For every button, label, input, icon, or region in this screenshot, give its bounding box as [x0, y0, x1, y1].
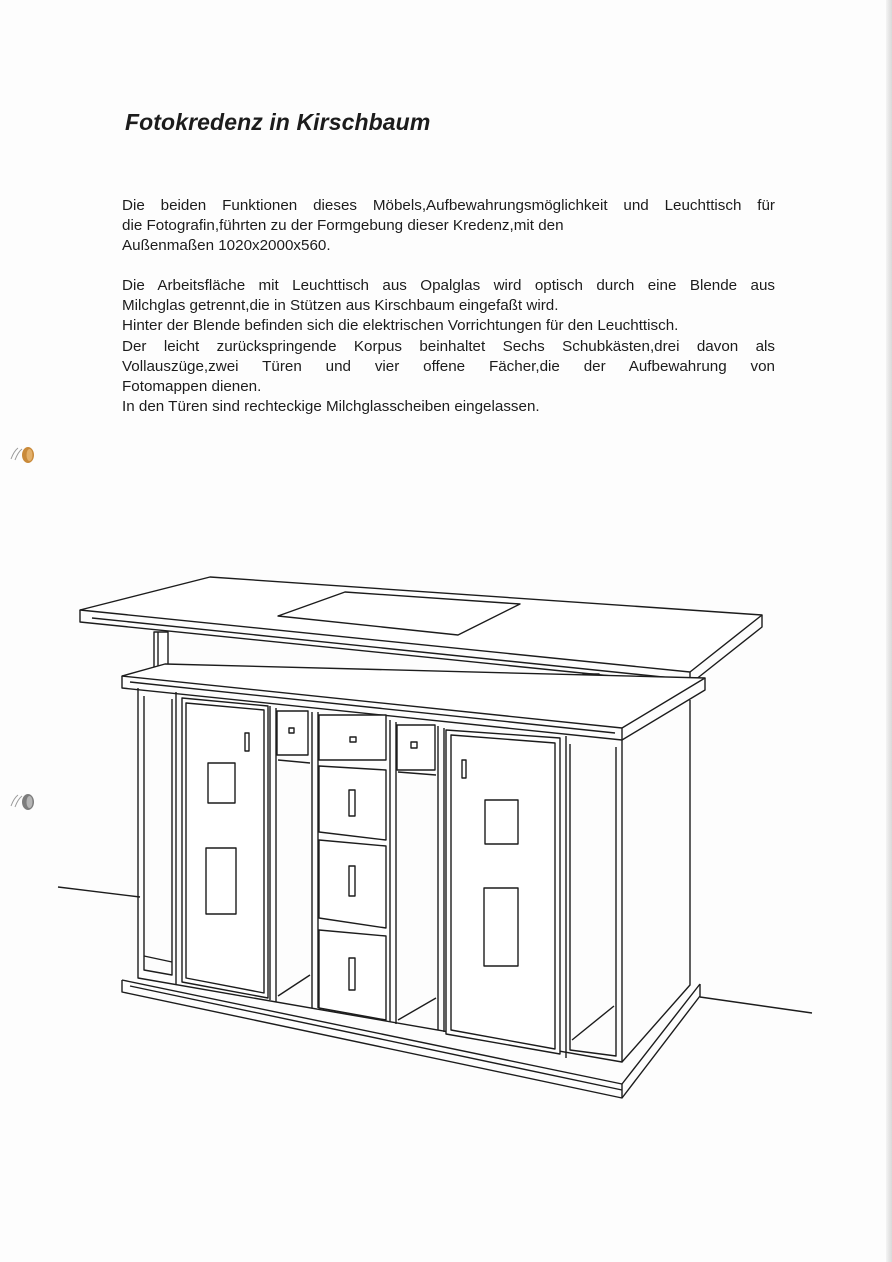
- right-door: [446, 730, 560, 1054]
- paragraph-line: Die Arbeitsfläche mit Leuchttisch aus Opalglas wird optisch durch eine Blende aus: [122, 277, 775, 294]
- full-extension-drawers: [319, 766, 386, 1020]
- paragraph-line: Fotomappen dienen.: [122, 378, 262, 396]
- plinth: [122, 980, 700, 1098]
- paragraph-line: Der leicht zurückspringende Korpus beinhaltet Sechs Schubkästen,drei davon als: [122, 337, 775, 355]
- paragraph-description: [122, 276, 775, 417]
- paragraph-line: Außenmaßen 1020x2000x560.: [122, 237, 331, 255]
- paragraph-line: Milchglas getrennt,die in Stützen aus Kirschbaum eingefaßt wird.: [122, 297, 559, 315]
- paragraph-line: Vollauszüge,zwei Türen und vier offene Fächer,die der Aufbewahrung von: [122, 357, 775, 375]
- furniture-drawing: [0, 560, 892, 1120]
- paragraph-functions: [122, 196, 775, 257]
- paragraph-line: die Fotografin,führten zu der Formgebung dieser Kredenz,mit den: [122, 217, 564, 235]
- punch-hole-icon: [8, 445, 36, 465]
- paragraph-line: In den Türen sind rechteckige Milchglasscheiben eingelassen.: [122, 398, 540, 416]
- paragraph-line: Die beiden Funktionen dieses Möbels,Aufbewahrungsmöglichkeit und Leuchttisch für: [122, 197, 775, 214]
- document-title: Fotokredenz in Kirschbaum: [125, 109, 431, 135]
- small-drawers: [277, 711, 435, 770]
- paragraph-line: Hinter der Blende befinden sich die elektrischen Vorrichtungen für den Leuchttisch.: [122, 317, 679, 335]
- left-door: [182, 698, 268, 998]
